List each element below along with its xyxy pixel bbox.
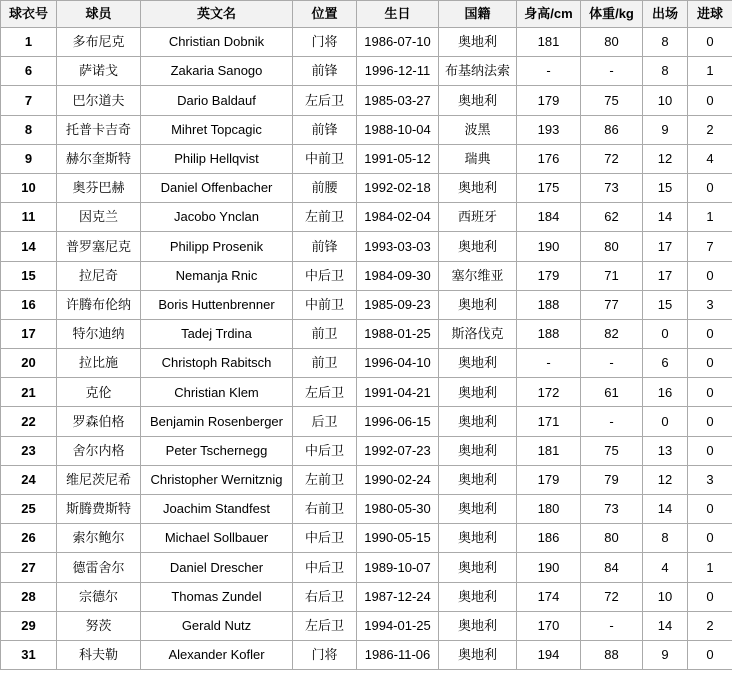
cell-player: 索尔鲍尔 bbox=[57, 524, 141, 553]
cell-weight: 77 bbox=[581, 290, 643, 319]
cell-birthday: 1991-04-21 bbox=[357, 378, 439, 407]
cell-appearances: 12 bbox=[643, 465, 688, 494]
cell-player: 赫尔奎斯特 bbox=[57, 144, 141, 173]
cell-appearances: 10 bbox=[643, 86, 688, 115]
column-header-appearances: 出场 bbox=[643, 1, 688, 28]
cell-weight: - bbox=[581, 611, 643, 640]
cell-birthday: 1988-10-04 bbox=[357, 115, 439, 144]
cell-birthday: 1985-09-23 bbox=[357, 290, 439, 319]
cell-position: 前腰 bbox=[293, 173, 357, 202]
cell-appearances: 15 bbox=[643, 173, 688, 202]
cell-player: 特尔迪纳 bbox=[57, 319, 141, 348]
cell-position: 前锋 bbox=[293, 232, 357, 261]
cell-birthday: 1988-01-25 bbox=[357, 319, 439, 348]
column-header-nationality: 国籍 bbox=[439, 1, 517, 28]
cell-english-name: Zakaria Sanogo bbox=[141, 57, 293, 86]
cell-position: 中后卫 bbox=[293, 261, 357, 290]
column-header-player: 球员 bbox=[57, 1, 141, 28]
cell-position: 中后卫 bbox=[293, 524, 357, 553]
cell-goals: 0 bbox=[688, 582, 732, 611]
cell-jersey-number: 10 bbox=[1, 173, 57, 202]
cell-player: 奥芬巴赫 bbox=[57, 173, 141, 202]
cell-birthday: 1993-03-03 bbox=[357, 232, 439, 261]
cell-nationality: 奥地利 bbox=[439, 465, 517, 494]
cell-nationality: 奥地利 bbox=[439, 173, 517, 202]
cell-english-name: Joachim Standfest bbox=[141, 495, 293, 524]
cell-nationality: 布基纳法索 bbox=[439, 57, 517, 86]
cell-jersey-number: 26 bbox=[1, 524, 57, 553]
cell-position: 左前卫 bbox=[293, 465, 357, 494]
cell-position: 后卫 bbox=[293, 407, 357, 436]
cell-height: 172 bbox=[517, 378, 581, 407]
table-row bbox=[1, 115, 732, 144]
cell-weight: - bbox=[581, 349, 643, 378]
cell-weight: 72 bbox=[581, 582, 643, 611]
table-body bbox=[1, 28, 732, 670]
cell-jersey-number: 27 bbox=[1, 553, 57, 582]
table-row bbox=[1, 319, 732, 348]
table-row bbox=[1, 232, 732, 261]
cell-english-name: Daniel Offenbacher bbox=[141, 173, 293, 202]
cell-goals: 3 bbox=[688, 290, 732, 319]
cell-nationality: 奥地利 bbox=[439, 436, 517, 465]
cell-height: 188 bbox=[517, 319, 581, 348]
cell-nationality: 斯洛伐克 bbox=[439, 319, 517, 348]
cell-nationality: 奥地利 bbox=[439, 28, 517, 57]
cell-nationality: 奥地利 bbox=[439, 86, 517, 115]
cell-position: 中后卫 bbox=[293, 553, 357, 582]
cell-goals: 2 bbox=[688, 115, 732, 144]
cell-goals: 0 bbox=[688, 436, 732, 465]
cell-player: 舍尔内格 bbox=[57, 436, 141, 465]
cell-jersey-number: 24 bbox=[1, 465, 57, 494]
cell-nationality: 奥地利 bbox=[439, 378, 517, 407]
cell-height: 190 bbox=[517, 232, 581, 261]
cell-english-name: Benjamin Rosenberger bbox=[141, 407, 293, 436]
cell-position: 中后卫 bbox=[293, 436, 357, 465]
cell-nationality: 奥地利 bbox=[439, 640, 517, 669]
cell-player: 德雷舍尔 bbox=[57, 553, 141, 582]
cell-position: 前卫 bbox=[293, 319, 357, 348]
cell-jersey-number: 21 bbox=[1, 378, 57, 407]
cell-english-name: Thomas Zundel bbox=[141, 582, 293, 611]
cell-english-name: Nemanja Rnic bbox=[141, 261, 293, 290]
cell-birthday: 1991-05-12 bbox=[357, 144, 439, 173]
cell-appearances: 0 bbox=[643, 319, 688, 348]
table-row bbox=[1, 407, 732, 436]
cell-weight: 75 bbox=[581, 436, 643, 465]
cell-position: 前锋 bbox=[293, 115, 357, 144]
cell-appearances: 8 bbox=[643, 57, 688, 86]
cell-jersey-number: 22 bbox=[1, 407, 57, 436]
cell-english-name: Tadej Trdina bbox=[141, 319, 293, 348]
cell-weight: 82 bbox=[581, 319, 643, 348]
cell-goals: 2 bbox=[688, 611, 732, 640]
cell-jersey-number: 17 bbox=[1, 319, 57, 348]
cell-height: 176 bbox=[517, 144, 581, 173]
table-row bbox=[1, 173, 732, 202]
cell-appearances: 13 bbox=[643, 436, 688, 465]
table-row bbox=[1, 495, 732, 524]
cell-nationality: 奥地利 bbox=[439, 407, 517, 436]
cell-height: 181 bbox=[517, 28, 581, 57]
cell-goals: 0 bbox=[688, 261, 732, 290]
cell-height: 175 bbox=[517, 173, 581, 202]
cell-appearances: 15 bbox=[643, 290, 688, 319]
cell-goals: 0 bbox=[688, 640, 732, 669]
cell-player: 拉尼奇 bbox=[57, 261, 141, 290]
cell-player: 托普卡吉奇 bbox=[57, 115, 141, 144]
cell-goals: 0 bbox=[688, 28, 732, 57]
cell-weight: 88 bbox=[581, 640, 643, 669]
table-row bbox=[1, 582, 732, 611]
cell-player: 拉比施 bbox=[57, 349, 141, 378]
table-row bbox=[1, 203, 732, 232]
cell-nationality: 奥地利 bbox=[439, 611, 517, 640]
cell-position: 左前卫 bbox=[293, 203, 357, 232]
cell-height: 194 bbox=[517, 640, 581, 669]
cell-position: 前卫 bbox=[293, 349, 357, 378]
cell-jersey-number: 7 bbox=[1, 86, 57, 115]
cell-english-name: Philip Hellqvist bbox=[141, 144, 293, 173]
cell-appearances: 6 bbox=[643, 349, 688, 378]
table-row bbox=[1, 465, 732, 494]
cell-jersey-number: 15 bbox=[1, 261, 57, 290]
cell-birthday: 1996-04-10 bbox=[357, 349, 439, 378]
cell-position: 左后卫 bbox=[293, 378, 357, 407]
cell-height: 188 bbox=[517, 290, 581, 319]
cell-english-name: Gerald Nutz bbox=[141, 611, 293, 640]
cell-weight: 61 bbox=[581, 378, 643, 407]
cell-height: - bbox=[517, 349, 581, 378]
cell-position: 左后卫 bbox=[293, 86, 357, 115]
cell-player: 罗森伯格 bbox=[57, 407, 141, 436]
cell-english-name: Christoph Rabitsch bbox=[141, 349, 293, 378]
cell-birthday: 1987-12-24 bbox=[357, 582, 439, 611]
cell-jersey-number: 11 bbox=[1, 203, 57, 232]
cell-jersey-number: 28 bbox=[1, 582, 57, 611]
column-header-height: 身高/cm bbox=[517, 1, 581, 28]
cell-player: 萨诺戈 bbox=[57, 57, 141, 86]
cell-goals: 0 bbox=[688, 86, 732, 115]
cell-position: 中前卫 bbox=[293, 290, 357, 319]
table-header-row bbox=[1, 1, 732, 28]
table-row bbox=[1, 261, 732, 290]
cell-weight: - bbox=[581, 407, 643, 436]
cell-birthday: 1986-11-06 bbox=[357, 640, 439, 669]
cell-nationality: 奥地利 bbox=[439, 232, 517, 261]
cell-jersey-number: 16 bbox=[1, 290, 57, 319]
cell-english-name: Mihret Topcagic bbox=[141, 115, 293, 144]
cell-jersey-number: 29 bbox=[1, 611, 57, 640]
cell-height: - bbox=[517, 57, 581, 86]
cell-goals: 0 bbox=[688, 407, 732, 436]
cell-english-name: Christian Klem bbox=[141, 378, 293, 407]
table-row bbox=[1, 436, 732, 465]
cell-goals: 0 bbox=[688, 349, 732, 378]
column-header-english-name: 英文名 bbox=[141, 1, 293, 28]
cell-weight: 80 bbox=[581, 232, 643, 261]
cell-jersey-number: 31 bbox=[1, 640, 57, 669]
column-header-jersey-number: 球衣号 bbox=[1, 1, 57, 28]
cell-weight: 62 bbox=[581, 203, 643, 232]
cell-jersey-number: 23 bbox=[1, 436, 57, 465]
cell-nationality: 西班牙 bbox=[439, 203, 517, 232]
cell-weight: 80 bbox=[581, 28, 643, 57]
cell-weight: 84 bbox=[581, 553, 643, 582]
cell-height: 184 bbox=[517, 203, 581, 232]
cell-jersey-number: 20 bbox=[1, 349, 57, 378]
cell-position: 门将 bbox=[293, 640, 357, 669]
cell-appearances: 10 bbox=[643, 582, 688, 611]
table-row bbox=[1, 611, 732, 640]
cell-goals: 3 bbox=[688, 465, 732, 494]
cell-birthday: 1996-06-15 bbox=[357, 407, 439, 436]
table-row bbox=[1, 86, 732, 115]
cell-nationality: 奥地利 bbox=[439, 290, 517, 319]
cell-height: 190 bbox=[517, 553, 581, 582]
cell-player: 巴尔道夫 bbox=[57, 86, 141, 115]
table-row bbox=[1, 290, 732, 319]
cell-english-name: Christian Dobnik bbox=[141, 28, 293, 57]
cell-goals: 0 bbox=[688, 524, 732, 553]
cell-weight: 75 bbox=[581, 86, 643, 115]
cell-english-name: Christopher Wernitznig bbox=[141, 465, 293, 494]
cell-nationality: 奥地利 bbox=[439, 524, 517, 553]
cell-birthday: 1990-02-24 bbox=[357, 465, 439, 494]
cell-nationality: 塞尔维亚 bbox=[439, 261, 517, 290]
cell-height: 186 bbox=[517, 524, 581, 553]
cell-position: 前锋 bbox=[293, 57, 357, 86]
table-row bbox=[1, 524, 732, 553]
cell-birthday: 1992-02-18 bbox=[357, 173, 439, 202]
cell-birthday: 1984-09-30 bbox=[357, 261, 439, 290]
table-row bbox=[1, 144, 732, 173]
cell-height: 171 bbox=[517, 407, 581, 436]
cell-goals: 1 bbox=[688, 553, 732, 582]
cell-english-name: Philipp Prosenik bbox=[141, 232, 293, 261]
cell-weight: 71 bbox=[581, 261, 643, 290]
cell-birthday: 1992-07-23 bbox=[357, 436, 439, 465]
cell-height: 193 bbox=[517, 115, 581, 144]
cell-jersey-number: 8 bbox=[1, 115, 57, 144]
cell-height: 179 bbox=[517, 465, 581, 494]
cell-weight: 73 bbox=[581, 173, 643, 202]
cell-jersey-number: 25 bbox=[1, 495, 57, 524]
cell-appearances: 9 bbox=[643, 640, 688, 669]
cell-birthday: 1990-05-15 bbox=[357, 524, 439, 553]
cell-position: 左后卫 bbox=[293, 611, 357, 640]
column-header-position: 位置 bbox=[293, 1, 357, 28]
cell-goals: 7 bbox=[688, 232, 732, 261]
cell-appearances: 8 bbox=[643, 28, 688, 57]
cell-appearances: 17 bbox=[643, 232, 688, 261]
cell-height: 181 bbox=[517, 436, 581, 465]
cell-appearances: 16 bbox=[643, 378, 688, 407]
cell-english-name: Michael Sollbauer bbox=[141, 524, 293, 553]
cell-appearances: 8 bbox=[643, 524, 688, 553]
cell-nationality: 奥地利 bbox=[439, 495, 517, 524]
cell-weight: 73 bbox=[581, 495, 643, 524]
cell-birthday: 1989-10-07 bbox=[357, 553, 439, 582]
cell-appearances: 14 bbox=[643, 203, 688, 232]
cell-player: 克伦 bbox=[57, 378, 141, 407]
cell-appearances: 17 bbox=[643, 261, 688, 290]
cell-nationality: 瑞典 bbox=[439, 144, 517, 173]
cell-weight: 72 bbox=[581, 144, 643, 173]
cell-birthday: 1994-01-25 bbox=[357, 611, 439, 640]
cell-height: 179 bbox=[517, 86, 581, 115]
cell-height: 170 bbox=[517, 611, 581, 640]
cell-english-name: Alexander Kofler bbox=[141, 640, 293, 669]
cell-goals: 0 bbox=[688, 378, 732, 407]
cell-appearances: 14 bbox=[643, 611, 688, 640]
table-row bbox=[1, 349, 732, 378]
cell-goals: 1 bbox=[688, 203, 732, 232]
cell-weight: 80 bbox=[581, 524, 643, 553]
cell-birthday: 1985-03-27 bbox=[357, 86, 439, 115]
cell-goals: 4 bbox=[688, 144, 732, 173]
cell-nationality: 奥地利 bbox=[439, 582, 517, 611]
cell-jersey-number: 1 bbox=[1, 28, 57, 57]
cell-height: 179 bbox=[517, 261, 581, 290]
cell-position: 中前卫 bbox=[293, 144, 357, 173]
cell-english-name: Daniel Drescher bbox=[141, 553, 293, 582]
cell-nationality: 奥地利 bbox=[439, 349, 517, 378]
cell-english-name: Jacobo Ynclan bbox=[141, 203, 293, 232]
cell-weight: - bbox=[581, 57, 643, 86]
cell-player: 因克兰 bbox=[57, 203, 141, 232]
cell-birthday: 1980-05-30 bbox=[357, 495, 439, 524]
cell-goals: 0 bbox=[688, 319, 732, 348]
cell-birthday: 1984-02-04 bbox=[357, 203, 439, 232]
cell-player: 斯腾费斯特 bbox=[57, 495, 141, 524]
cell-player: 许腾布伦纳 bbox=[57, 290, 141, 319]
cell-appearances: 4 bbox=[643, 553, 688, 582]
table-row bbox=[1, 28, 732, 57]
cell-jersey-number: 14 bbox=[1, 232, 57, 261]
cell-english-name: Peter Tschernegg bbox=[141, 436, 293, 465]
cell-player: 多布尼克 bbox=[57, 28, 141, 57]
cell-jersey-number: 6 bbox=[1, 57, 57, 86]
cell-player: 普罗塞尼克 bbox=[57, 232, 141, 261]
cell-position: 右后卫 bbox=[293, 582, 357, 611]
table-row bbox=[1, 57, 732, 86]
table-row bbox=[1, 378, 732, 407]
table-row bbox=[1, 553, 732, 582]
cell-appearances: 0 bbox=[643, 407, 688, 436]
cell-player: 科夫勒 bbox=[57, 640, 141, 669]
cell-height: 180 bbox=[517, 495, 581, 524]
cell-nationality: 波黑 bbox=[439, 115, 517, 144]
cell-english-name: Dario Baldauf bbox=[141, 86, 293, 115]
cell-jersey-number: 9 bbox=[1, 144, 57, 173]
cell-appearances: 14 bbox=[643, 495, 688, 524]
cell-birthday: 1986-07-10 bbox=[357, 28, 439, 57]
cell-player: 维尼茨尼希 bbox=[57, 465, 141, 494]
column-header-goals: 进球 bbox=[688, 1, 732, 28]
cell-goals: 1 bbox=[688, 57, 732, 86]
cell-weight: 86 bbox=[581, 115, 643, 144]
cell-weight: 79 bbox=[581, 465, 643, 494]
column-header-weight: 体重/kg bbox=[581, 1, 643, 28]
cell-english-name: Boris Huttenbrenner bbox=[141, 290, 293, 319]
cell-position: 右前卫 bbox=[293, 495, 357, 524]
cell-appearances: 9 bbox=[643, 115, 688, 144]
cell-birthday: 1996-12-11 bbox=[357, 57, 439, 86]
cell-player: 努茨 bbox=[57, 611, 141, 640]
cell-goals: 0 bbox=[688, 173, 732, 202]
cell-appearances: 12 bbox=[643, 144, 688, 173]
cell-goals: 0 bbox=[688, 495, 732, 524]
cell-position: 门将 bbox=[293, 28, 357, 57]
cell-height: 174 bbox=[517, 582, 581, 611]
column-header-birthday: 生日 bbox=[357, 1, 439, 28]
cell-nationality: 奥地利 bbox=[439, 553, 517, 582]
cell-player: 宗德尔 bbox=[57, 582, 141, 611]
table-row bbox=[1, 640, 732, 669]
